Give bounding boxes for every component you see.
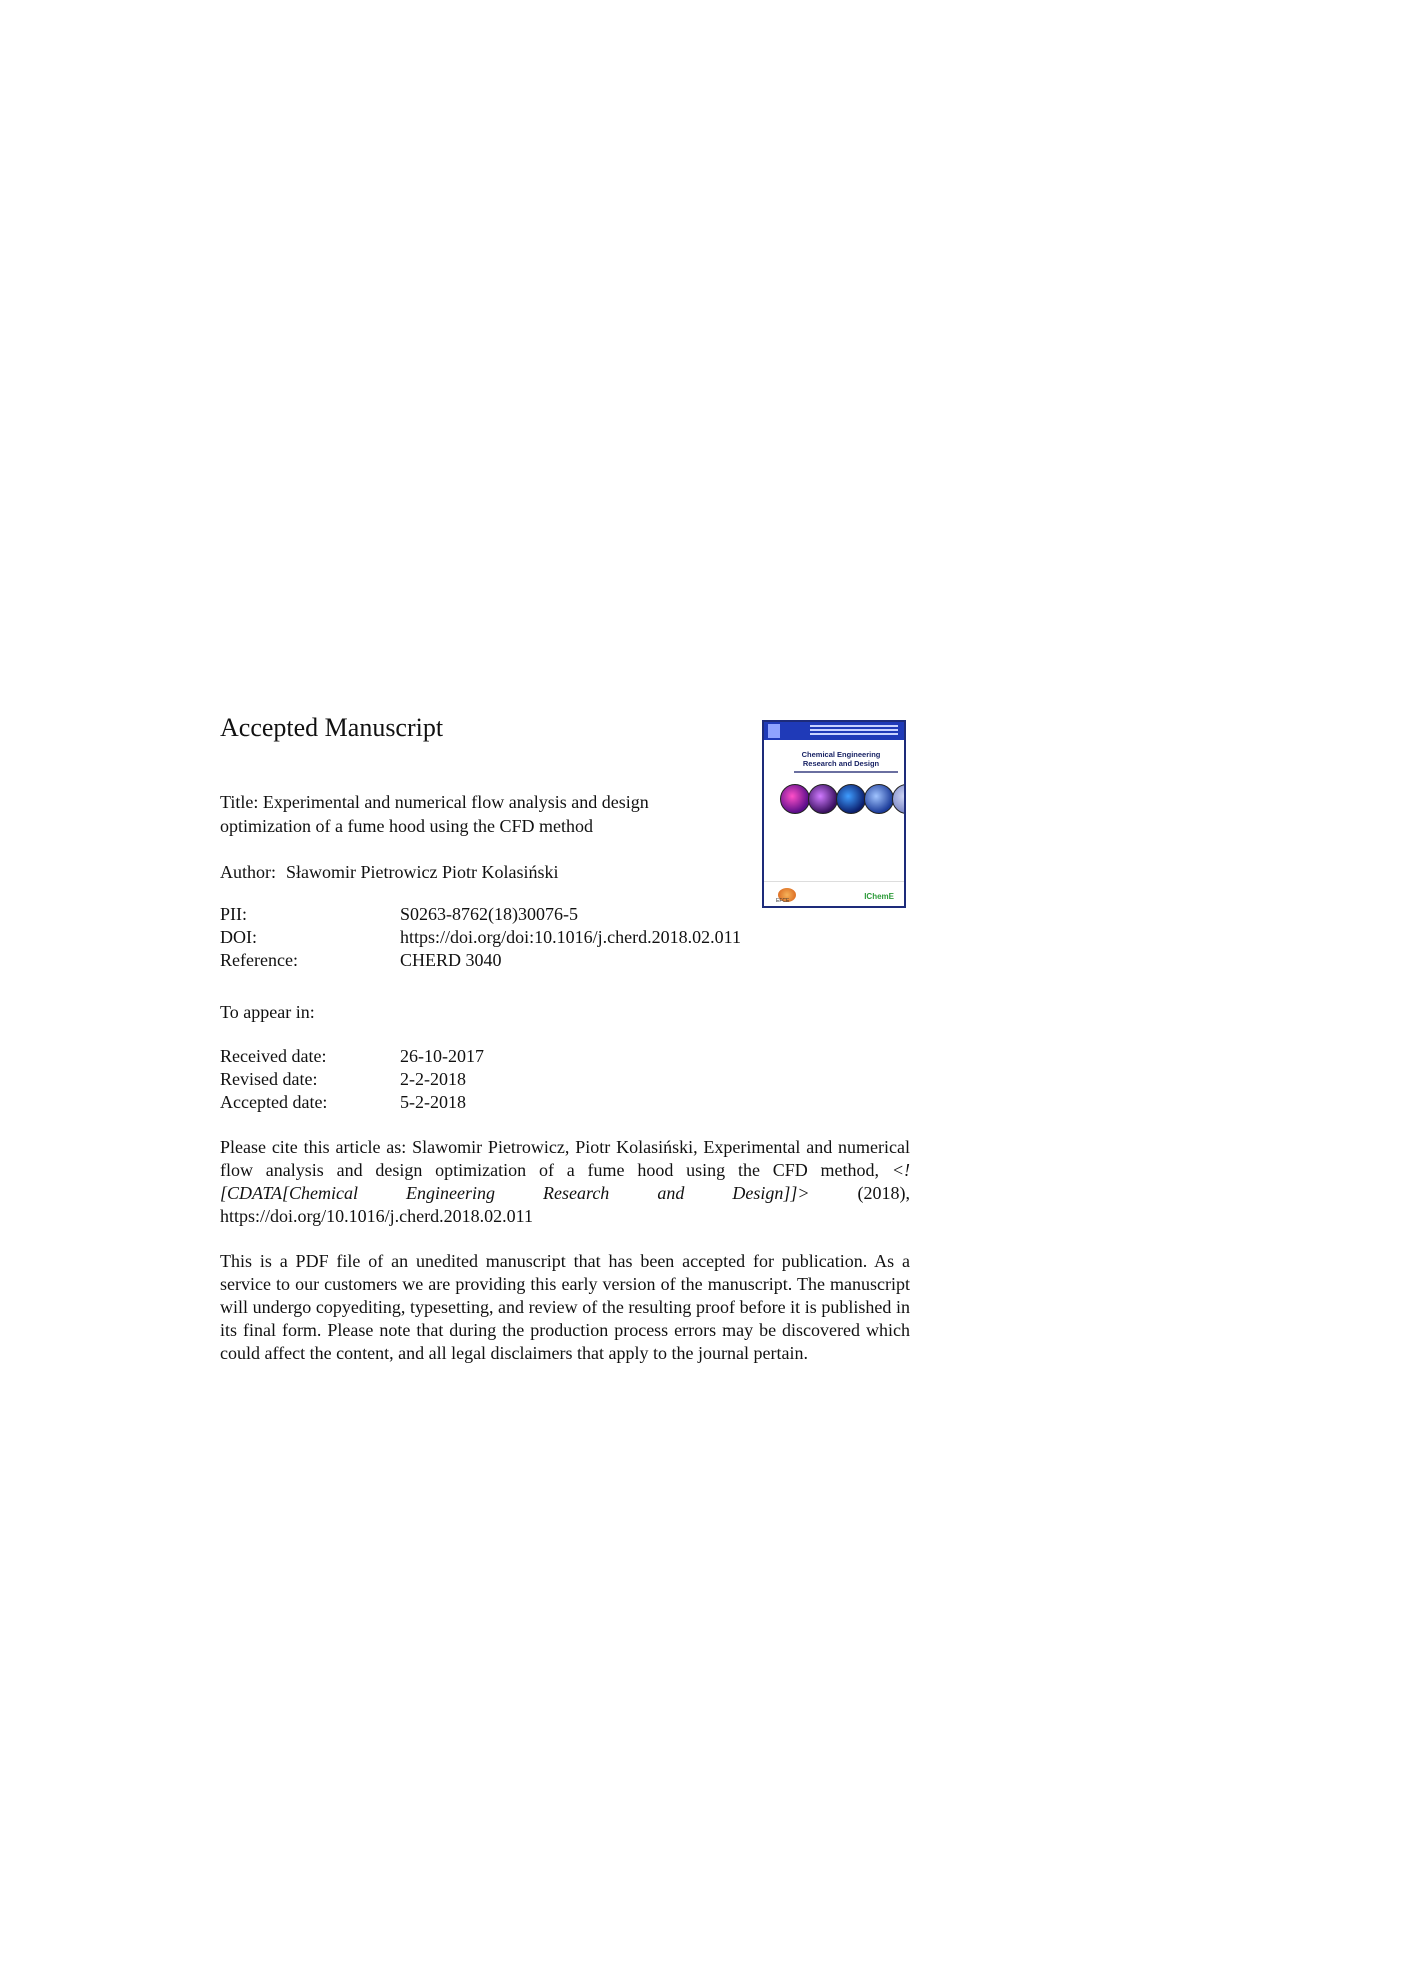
- received-date-label: Received date:: [220, 1046, 327, 1066]
- cover-subtitle-line: [794, 771, 898, 773]
- received-date-value: 26-10-2017: [400, 1046, 484, 1066]
- cover-footer: [764, 881, 904, 906]
- citation-text: Please cite this article as: Slawomir Pietrowicz, Piotr Kolasiński, Experimental and numerical flow analysis and design optimization of a fume hood using the CFD method,: [220, 1137, 910, 1180]
- title-label: Title:: [220, 792, 259, 812]
- efce-logo-text: EFCE: [776, 898, 790, 904]
- reference-label: Reference:: [220, 950, 298, 970]
- doi-label: DOI:: [220, 927, 257, 947]
- doi-value[interactable]: https://doi.org/doi:10.1016/j.cherd.2018.02.011: [400, 927, 741, 947]
- date-row: [220, 1045, 484, 1068]
- cover-image-circle: [864, 784, 894, 814]
- accepted-date-value: 5-2-2018: [400, 1092, 466, 1112]
- pii-label: PII:: [220, 904, 247, 924]
- elsevier-logo-icon: [768, 724, 780, 738]
- citation-paragraph: [220, 1136, 910, 1228]
- article-title: [220, 790, 740, 838]
- cover-journal-title-line1: Chemical Engineering: [801, 750, 881, 759]
- date-row: [220, 1091, 484, 1114]
- revised-date-label: Revised date:: [220, 1069, 318, 1089]
- identifier-table: [220, 903, 741, 972]
- author-names: Sławomir Pietrowicz Piotr Kolasiński: [286, 862, 559, 882]
- reference-value: CHERD 3040: [400, 950, 502, 970]
- dates-table: [220, 1045, 484, 1114]
- cover-header-text-lines: [810, 725, 898, 727]
- identifier-row: [220, 903, 741, 926]
- cover-image-circle: [780, 784, 810, 814]
- cover-journal-title-line2: Research and Design: [802, 759, 880, 768]
- disclaimer-paragraph: This is a PDF file of an unedited manuscript that has been accepted for publication. As a service to our customers we are providing this early version of the manuscript. The manuscript will undergo copyediting, typesetting, and review of the resulting proof before it is published in its final form. Please note that during the production process errors may be discovered which could affect the content, and all legal disclaimers that apply to the journal pertain.: [220, 1251, 910, 1363]
- citation-doi: (2018), https://doi.org/10.1016/j.cherd.2018.02.011: [220, 1183, 910, 1226]
- icheme-logo-text: IChemE: [864, 892, 894, 901]
- title-text: Experimental and numerical flow analysis and design optimization of a fume hood using the CFD method: [220, 792, 649, 836]
- cover-image-circle: [836, 784, 866, 814]
- citation-journal: <![CDATA[Chemical Engineering Research and Design]]>: [220, 1160, 910, 1203]
- identifier-row: [220, 949, 741, 972]
- pii-value: S0263-8762(18)30076-5: [400, 904, 578, 924]
- identifier-row: [220, 926, 741, 949]
- author-label: Author:: [220, 862, 276, 882]
- date-row: [220, 1068, 484, 1091]
- accepted-date-label: Accepted date:: [220, 1092, 328, 1112]
- appear-in-label: To appear in:: [220, 1002, 315, 1022]
- author-line: [220, 860, 558, 884]
- cover-image-circle: [892, 784, 906, 814]
- revised-date-value: 2-2-2018: [400, 1069, 466, 1089]
- journal-cover-image: [762, 720, 906, 908]
- page-heading: Accepted Manuscript: [220, 713, 444, 742]
- cover-image-circle: [808, 784, 838, 814]
